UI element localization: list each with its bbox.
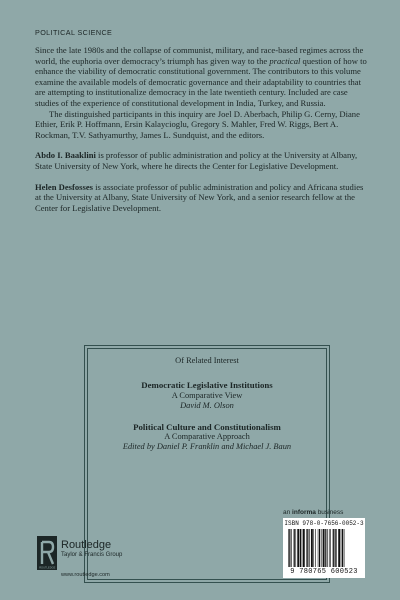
author-bio-text: is associate professor of public administration and policy and Africana studies at the University at Albany, State University of New York, and a senior research fellow at the Center for Legislative Development.: [35, 181, 364, 213]
author-name: Abdo I. Baaklini: [35, 150, 96, 161]
barcode-bar: [311, 529, 313, 567]
description-text: Since the late 1980s and the collapse of communist, military, and race-based regimes across the world, the euphoria over democracy’s triumph has given way to the: [35, 45, 364, 66]
barcode-bar: [329, 529, 330, 567]
category-label: POLITICAL SCIENCE: [35, 28, 113, 37]
barcode-bar: [306, 529, 307, 567]
informa-prefix: an: [283, 509, 293, 516]
related-book-subtitle: A Comparative Approach: [164, 432, 250, 442]
author-bio-text: is professor of public administration and policy at the University at Albany, State University of New York, where he directs the Center for Legislative Development.: [35, 150, 358, 171]
barcode-bar: [288, 529, 289, 567]
routledge-logo-icon: [37, 536, 57, 570]
paragraph-gap: [35, 172, 368, 182]
publisher-name: Routledge: [61, 539, 112, 551]
related-book-credit: Edited by Daniel P. Franklin and Michael J. Baun: [122, 442, 292, 452]
barcode-bar: [321, 529, 322, 567]
barcode-bar: [297, 529, 299, 567]
informa-brand: informa: [292, 509, 316, 516]
author-bio-1: [35, 150, 368, 171]
barcode-panel: [283, 518, 365, 578]
barcode-bar: [289, 529, 290, 567]
barcode-bar: [325, 529, 326, 567]
barcode-bar: [291, 529, 292, 567]
barcode-bar: [300, 529, 301, 567]
informa-business-label: [283, 509, 343, 516]
author-bio-2: [35, 182, 368, 214]
related-book-2: [88, 422, 326, 453]
paragraph-gap: [35, 140, 368, 150]
description-text: question of how to enhance the viability of democratic constitutional government. The contributors to this volume examine the available models of democratic governance and their adaptability to countries that are attempting to institutionalize democracy in the late twentieth century. Included are case studies of the experience of constitutional development in India, Turkey, and Russia.: [35, 55, 367, 108]
isbn-label: ISBN 978-0-7656-0052-3: [284, 520, 364, 527]
related-book-credit: David M. Olson: [180, 401, 234, 411]
barcode-bar: [341, 529, 342, 567]
related-book-title: Political Culture and Constitutionalism: [133, 421, 281, 432]
description-paragraph-1: [35, 45, 368, 109]
barcode-bar: [327, 529, 328, 567]
barcode-bar: [319, 529, 320, 567]
description-emphasis: practical: [269, 55, 301, 66]
barcode-bars: [287, 529, 361, 567]
related-heading: Of Related Interest: [175, 356, 239, 365]
related-book-title: Democratic Legislative Institutions: [141, 380, 273, 391]
logo-wordmark: ROUTLEDGE: [39, 566, 56, 570]
publisher-group: Taylor & Francis Group: [61, 552, 123, 558]
description-block: [35, 45, 368, 213]
barcode-bar: [302, 529, 303, 567]
barcode-bar: [333, 529, 334, 567]
barcode-bar: [313, 529, 314, 567]
informa-suffix: business: [315, 509, 344, 516]
barcode-bar: [335, 529, 336, 567]
barcode-bar: [295, 529, 296, 567]
barcode-number: 9 780765 600523: [290, 568, 358, 576]
barcode-bar: [303, 529, 305, 567]
barcode-bar: [330, 529, 331, 567]
barcode-bar: [315, 529, 316, 567]
barcode-bar: [336, 529, 337, 567]
publisher-url[interactable]: www.routledge.com: [61, 572, 110, 578]
barcode-bar: [309, 529, 310, 567]
barcode-bar: [294, 529, 295, 567]
related-book-subtitle: A Comparative View: [171, 390, 243, 400]
barcode-bar: [318, 529, 319, 567]
description-paragraph-2: The distinguished participants in this inquiry are Joel D. Aberbach, Philip G. Cerny, Diane Ethier, Erik P. Hoffmann, Ersin Kalaycioglu, Gregory S. Mahler, Fred W. Riggs, Bert A. Rockman, T.V. Sathyamurthy, James L. Sundquist, and the editors.: [35, 108, 360, 140]
author-name: Helen Desfosses: [35, 181, 93, 192]
barcode-bar: [342, 529, 343, 567]
barcode-bar: [323, 529, 325, 567]
related-book-1: [88, 380, 326, 411]
barcode-bar: [307, 529, 308, 567]
barcode-bar: [344, 529, 345, 567]
barcode-bar: [338, 529, 340, 567]
